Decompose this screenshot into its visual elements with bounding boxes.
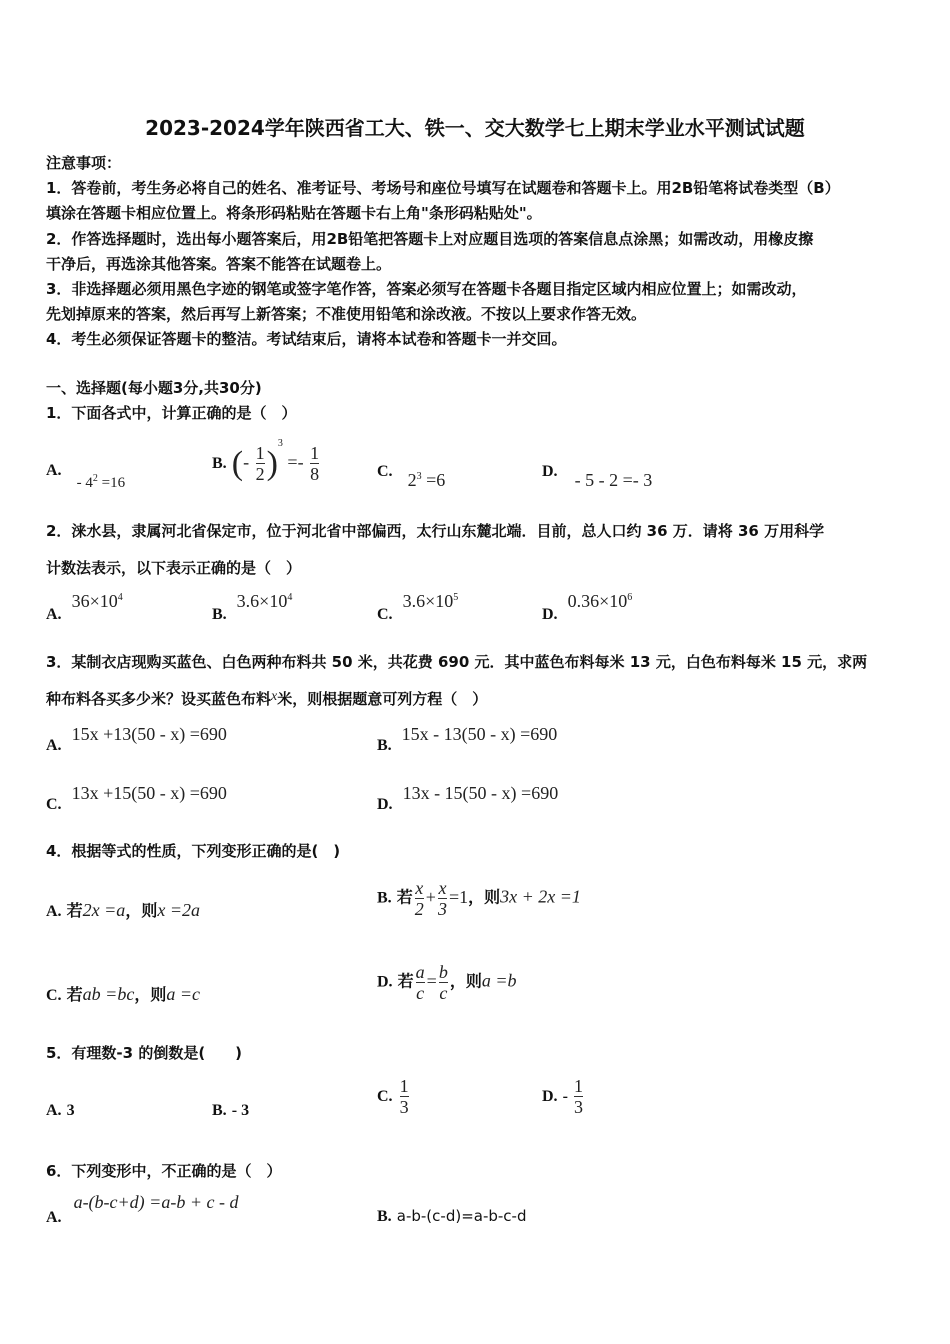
page-title: 2023-2024学年陕西省工大、铁一、交大数学七上期末学业水平测试试题 xyxy=(145,116,805,140)
note-line: 4．考生必须保证答题卡的整洁。考试结束后，请将本试卷和答题卡一并交回。 xyxy=(46,330,567,348)
q4-option-d: D. 若 $\frac{a}{c}$ = $\frac{b}{c}$ ，则a =b xyxy=(377,962,517,1003)
q6-option-a: A.a-(b-c+d) =a-b + c - d xyxy=(46,1192,239,1226)
question-2-stem: 2．涞水县，隶属河北省保定市，位于河北省中部偏西，太行山东麓北端．目前，总人口约 36 万．请将 36 万用科学 xyxy=(46,522,825,540)
q4-option-c: C. 若ab =bc，则a =c xyxy=(46,984,200,1004)
q3-option-b: B.15x - 13(50 - x) =690 xyxy=(377,724,558,754)
q1-option-c: C. $2^3 =6$ xyxy=(377,463,446,490)
q1-option-b: B. (- $\frac{1}{2}$ )$^3$ =- $\frac{1}{8}$ xyxy=(212,438,320,485)
q4-option-a: A. 若2x =a，则x =2a xyxy=(46,900,200,920)
question-6-stem: 6．下列变形中，不正确的是（ ） xyxy=(46,1162,282,1180)
q1-option-d: D. - 5 - 2 =- 3 xyxy=(542,463,653,490)
q4-option-b: B. 若 $\frac{x}{2}$ + $\frac{x}{3}$ =1，则3x + 2x =1 xyxy=(377,878,581,919)
q2-option-d: $D.0.36\times 10^6$ xyxy=(542,591,633,623)
q2-option-a: $A.36\times 10^4$ xyxy=(46,591,123,623)
question-5-stem: 5．有理数-3 的倒数是( ) xyxy=(46,1044,243,1062)
question-4-stem: 4．根据等式的性质，下列变形正确的是( ) xyxy=(46,842,341,860)
q5-option-d: D. - $\frac{1}{3}$ xyxy=(542,1076,583,1117)
question-3-stem-cont: 种布料各买多少米？设买蓝色布料x米，则根据题意可列方程（ ） xyxy=(46,689,488,708)
question-1-stem: 1．下面各式中，计算正确的是（ ） xyxy=(46,404,297,422)
q3-option-d: D.13x - 15(50 - x) =690 xyxy=(377,783,559,813)
q3-option-c: C.13x +15(50 - x) =690 xyxy=(46,783,227,813)
q3-option-a: A.15x +13(50 - x) =690 xyxy=(46,724,227,754)
question-2-stem-cont: 计数法表示，以下表示正确的是（ ） xyxy=(46,559,302,577)
note-line: 2．作答选择题时，选出每小题答案后，用2B铅笔把答题卡上对应题目选项的答案信息点涂黑；如需改动，用橡皮擦 xyxy=(46,230,814,248)
q2-option-c: $C.3.6\times 10^5$ xyxy=(377,591,459,623)
q6-option-b: B. a-b-(c-d)=a-b-c-d xyxy=(377,1207,527,1225)
q5-option-c: C. $\frac{1}{3}$ xyxy=(377,1076,409,1117)
note-line: 3．非选择题必须用黑色字迹的钢笔或签字笔作答，答案必须写在答题卡各题目指定区域内相应位置上；如需改动， xyxy=(46,280,807,298)
q2-option-b: $B.3.6\times 10^4$ xyxy=(212,591,293,623)
note-line: 先划掉原来的答案，然后再写上新答案；不准使用铅笔和涂改液。不按以上要求作答无效。 xyxy=(46,305,647,323)
notes-heading: 注意事项： xyxy=(46,154,122,172)
note-line: 填涂在答题卡相应位置上。将条形码粘贴在答题卡右上角"条形码粘贴处"。 xyxy=(46,204,542,222)
note-line: 干净后，再选涂其他答案。答案不能答在试题卷上。 xyxy=(46,255,392,273)
q5-option-a: A. 3 xyxy=(46,1102,75,1119)
q5-option-b: B. - 3 xyxy=(212,1102,250,1119)
question-3-stem: 3．某制衣店现购买蓝色、白色两种布料共 50 米，共花费 690 元．其中蓝色布料每米 13 元，白色布料每米 15 元，求两 xyxy=(46,653,868,671)
note-line: 1．答卷前，考生务必将自己的姓名、准考证号、考场号和座位号填写在试题卷和答题卡上。用2B铅笔将试卷类型（B） xyxy=(46,179,840,197)
section-heading: 一、选择题(每小题3分,共30分) xyxy=(46,379,262,397)
q1-option-a: A. - $4^2 =16$ xyxy=(46,462,126,491)
